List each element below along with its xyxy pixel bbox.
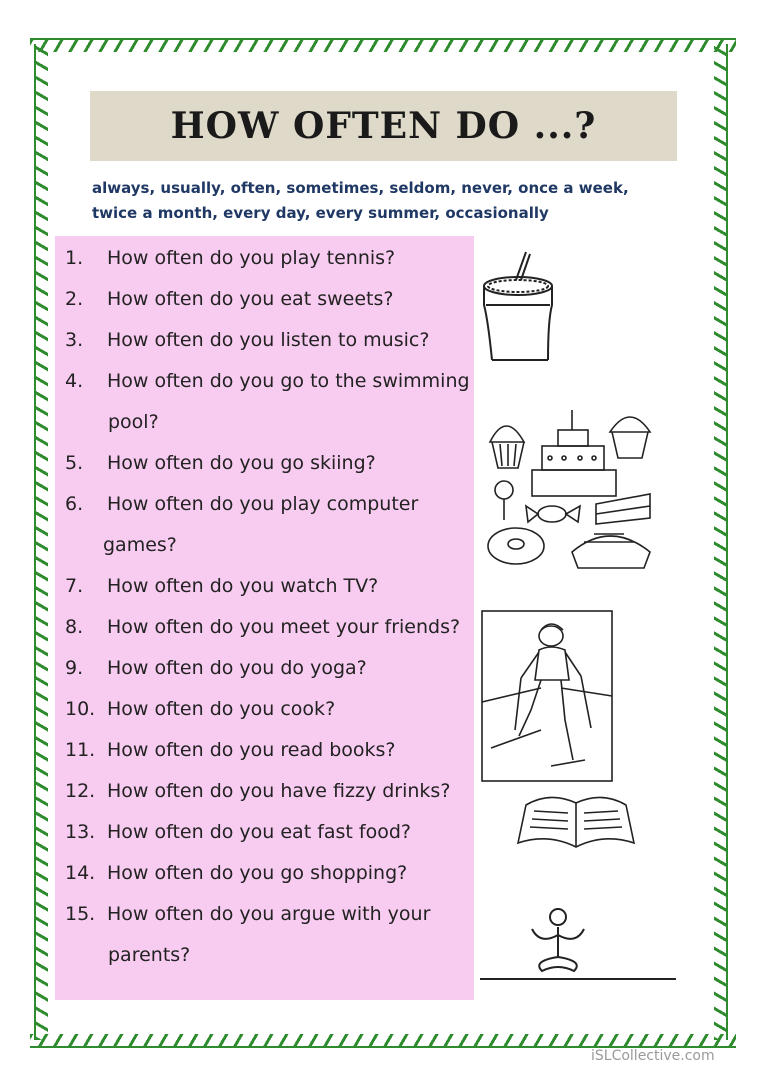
question-item [65,853,475,894]
frequency-words-line-1: always, usually, often, sometimes, seldom, never, once a week, [92,179,629,197]
question-number: 4. [65,370,84,392]
question-number: 10. [65,698,96,720]
question-item [65,566,475,607]
question-number: 13. [65,821,96,843]
question-text: How often do you meet your friends? [107,616,461,638]
question-text: How often do you listen to music? [107,329,430,351]
question-item [65,607,475,648]
question-number: 1. [65,247,84,269]
question-item [65,812,475,853]
question-number: 14. [65,862,96,884]
question-text: How often do you go to the swimming [107,370,470,392]
decorative-border-top [30,38,736,52]
question-item [65,648,475,689]
question-text: How often do you cook? [107,698,336,720]
question-item [65,484,475,566]
question-number: 11. [65,739,96,761]
question-number: 2. [65,288,84,310]
question-text: How often do you go skiing? [107,452,376,474]
question-number: 3. [65,329,84,351]
decorative-border-bottom [30,1034,736,1048]
title-banner [90,91,677,161]
decorative-border-left [34,44,48,1040]
question-item [65,730,475,771]
skier-icon [481,610,613,782]
question-continuation: parents? [108,944,191,966]
question-text: How often do you argue with your [107,903,431,925]
site-credit: iSLCollective.com [591,1048,715,1064]
question-item [65,279,475,320]
question-number: 12. [65,780,96,802]
question-number: 9. [65,657,84,679]
question-item [65,361,475,443]
sweets-icon [484,402,656,570]
question-text: How often do you watch TV? [107,575,379,597]
question-text: How often do you eat fast food? [107,821,411,843]
question-text: How often do you do yoga? [107,657,367,679]
question-text: How often do you read books? [107,739,396,761]
question-continuation: pool? [108,411,159,433]
question-item [65,894,475,976]
question-number: 5. [65,452,84,474]
question-item [65,320,475,361]
question-number: 6. [65,493,84,515]
page-title: HOW OFTEN DO ...? [170,105,597,147]
question-text: How often do you play tennis? [107,247,396,269]
decorative-border-right [714,44,728,1040]
question-item [65,238,475,279]
question-item [65,771,475,812]
question-text: How often do you go shopping? [107,862,408,884]
question-text: How often do you eat sweets? [107,288,394,310]
question-item [65,689,475,730]
yoga-icon [480,905,676,983]
question-text: How often do you play computer [107,493,419,515]
question-number: 8. [65,616,84,638]
drink-cup-icon [478,250,558,365]
question-list [65,238,475,976]
frequency-word-bank [92,176,692,226]
frequency-words-line-2: twice a month, every day, every summer, occasionally [92,204,549,222]
question-number: 15. [65,903,96,925]
question-item [65,443,475,484]
question-text: How often do you have fizzy drinks? [107,780,451,802]
question-continuation: games? [103,534,177,556]
book-icon [516,785,636,855]
question-number: 7. [65,575,84,597]
